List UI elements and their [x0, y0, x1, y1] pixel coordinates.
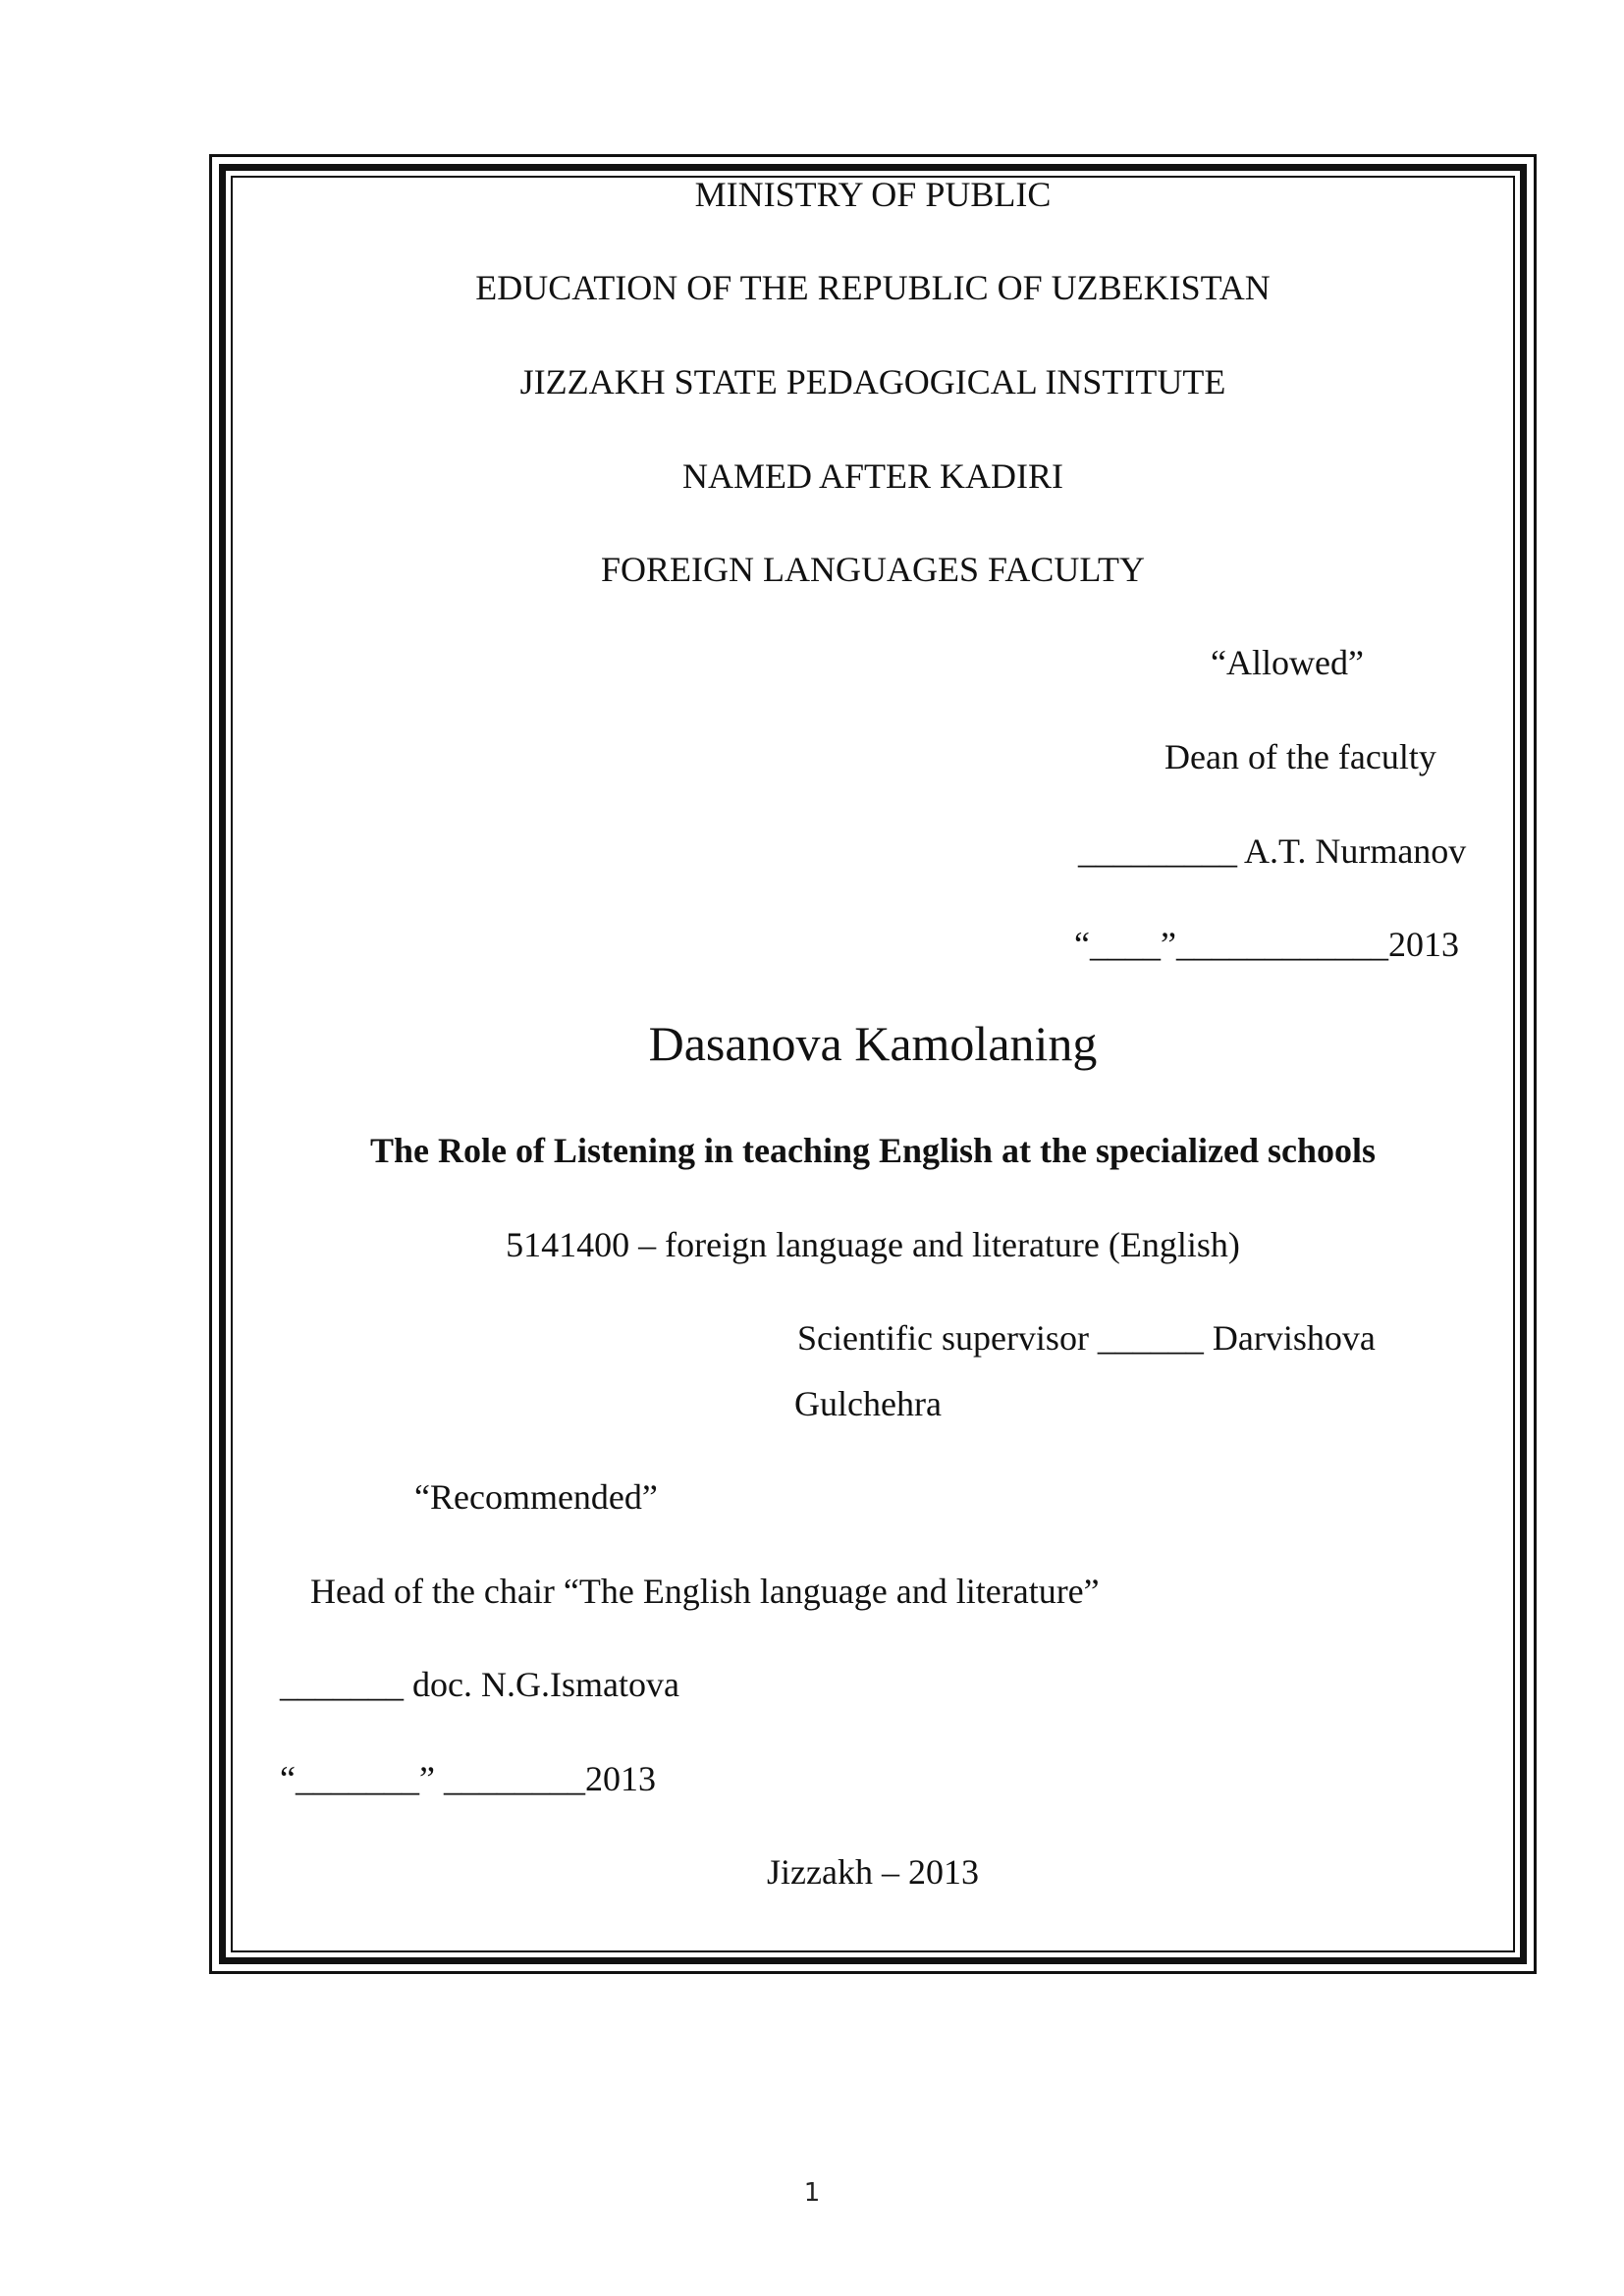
recommended-label: “Recommended” — [414, 1477, 658, 1517]
supervisor-line: Scientific supervisor ______ Darvishova — [797, 1318, 1376, 1358]
education-line: EDUCATION OF THE REPUBLIC OF UZBEKISTAN — [475, 268, 1271, 307]
dean-date-line: “____”____________2013 — [1074, 925, 1459, 964]
institute-line: JIZZAKH STATE PEDAGOGICAL INSTITUTE — [519, 362, 1226, 401]
dean-title: Dean of the faculty — [1164, 737, 1436, 776]
head-date-line: “_______” ________2013 — [280, 1759, 656, 1798]
thesis-title: The Role of Listening in teaching English at the specialized schools — [369, 1131, 1377, 1170]
named-after-line: NAMED AFTER KADIRI — [681, 456, 1063, 496]
head-of-chair-title: Head of the chair “The English language and literature” — [310, 1572, 1100, 1611]
head-signature-line: _______ doc. N.G.Ismatova — [280, 1665, 679, 1704]
author-name: Dasanova Kamolaning — [648, 1016, 1098, 1071]
faculty-line: FOREIGN LANGUAGES FACULTY — [600, 550, 1146, 589]
dean-signature-line: _________ A.T. Nurmanov — [1078, 831, 1467, 871]
page-number: 1 — [803, 2178, 821, 2208]
specialty-line: 5141400 – foreign language and literature (English) — [506, 1225, 1240, 1264]
ministry-line: MINISTRY OF PUBLIC — [694, 175, 1052, 214]
place-year: Jizzakh – 2013 — [767, 1852, 979, 1892]
supervisor-name-continued: Gulchehra — [794, 1384, 942, 1423]
allowed-label: “Allowed” — [1211, 643, 1364, 682]
